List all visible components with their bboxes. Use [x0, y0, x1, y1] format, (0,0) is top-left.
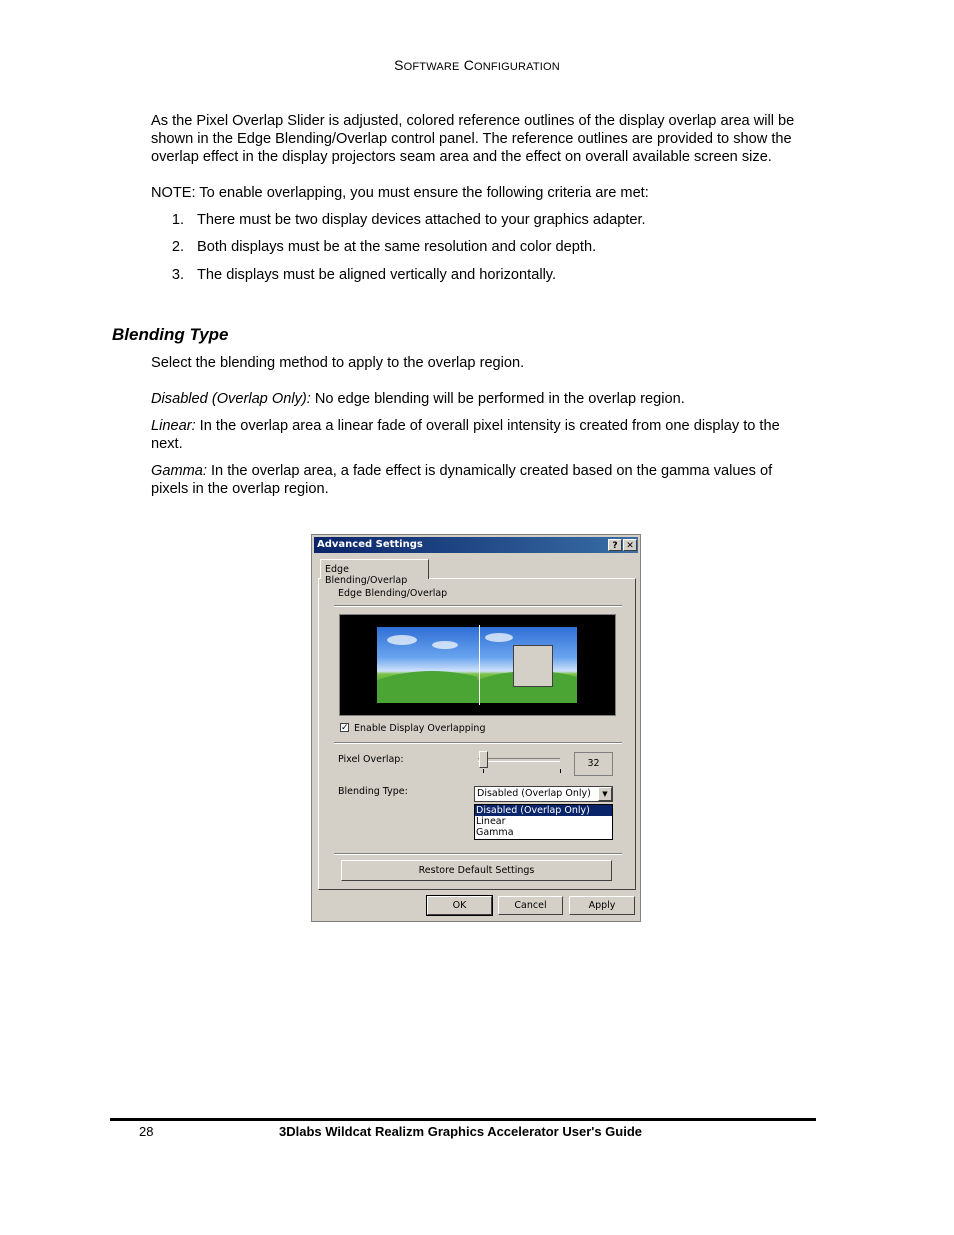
apply-button[interactable]: Apply — [569, 896, 635, 915]
section-intro: Select the blending method to apply to the overlap region. — [151, 355, 525, 371]
mini-dialog-thumbnail — [513, 645, 553, 687]
pixel-overlap-label: Pixel Overlap: — [338, 754, 404, 765]
section-heading: Blending Type — [112, 325, 229, 344]
definition-gamma: Gamma: In the overlap area, a fade effect is dynamically created based on the gamma values of pixels in the overlap region. — [151, 463, 773, 497]
group-label: Edge Blending/Overlap — [338, 588, 448, 599]
enable-overlap-checkbox[interactable]: ✓ — [341, 723, 349, 733]
list-item: 3. The displays must be aligned vertically and horizontally. — [171, 267, 557, 283]
chevron-down-icon[interactable]: ▼ — [598, 787, 612, 801]
definition-disabled: Disabled (Overlap Only): No edge blending will be performed in the overlap region. — [151, 391, 685, 407]
overlap-preview — [339, 614, 616, 716]
tab-edge-blending[interactable]: Edge Blending/Overlap — [320, 559, 429, 579]
pixel-overlap-slider-track[interactable] — [478, 758, 560, 762]
page-number: 28 — [139, 1124, 154, 1139]
enable-overlap-label: Enable Display Overlapping — [354, 723, 486, 734]
dialog-titlebar — [314, 537, 638, 553]
definition-linear: Linear: In the overlap area a linear fade of overall pixel intensity is created from one display to the next. — [151, 418, 780, 452]
help-button[interactable]: ? — [608, 539, 622, 551]
footer-rule — [110, 1118, 816, 1121]
intro-paragraph: As the Pixel Overlap Slider is adjusted, colored reference outlines of the display overlap area will be shown in the Edge Blending/Overlap control panel. The reference outlines are provided to show the overlap effect in the display projectors seam area and the effect on overall available screen size. — [151, 113, 795, 165]
divider — [334, 853, 622, 855]
pixel-overlap-slider-thumb[interactable] — [479, 751, 488, 768]
blending-type-select[interactable]: Disabled (Overlap Only) ▼ — [474, 786, 613, 802]
restore-defaults-button[interactable]: Restore Default Settings — [341, 860, 612, 881]
display-2-preview — [477, 627, 577, 703]
slider-tick — [483, 769, 484, 773]
list-item: 2. Both displays must be at the same resolution and color depth. — [171, 239, 597, 255]
close-button[interactable]: ✕ — [623, 539, 637, 551]
ok-button[interactable]: OK — [427, 896, 492, 915]
pixel-overlap-value: 32 — [574, 752, 613, 776]
advanced-settings-dialog — [311, 534, 641, 922]
option-linear[interactable]: Linear — [476, 816, 506, 827]
divider — [334, 742, 622, 744]
blending-type-label: Blending Type: — [338, 786, 408, 797]
slider-tick — [560, 769, 561, 773]
option-gamma[interactable]: Gamma — [476, 827, 514, 838]
display-1-preview — [377, 627, 477, 703]
note-text: NOTE: To enable overlapping, you must ensure the following criteria are met: — [151, 185, 649, 201]
cancel-button[interactable]: Cancel — [498, 896, 563, 915]
divider — [334, 605, 622, 607]
running-header: SOFTWARE CONFIGURATION — [394, 57, 560, 73]
list-item: 1. There must be two display devices attached to your graphics adapter. — [171, 212, 646, 228]
dialog-title: Advanced Settings — [317, 539, 423, 550]
blending-type-options — [474, 804, 613, 840]
footer-title: 3Dlabs Wildcat Realizm Graphics Accelerator User's Guide — [279, 1124, 643, 1139]
overlap-outline — [479, 625, 480, 705]
option-disabled[interactable]: Disabled (Overlap Only) — [475, 805, 612, 816]
